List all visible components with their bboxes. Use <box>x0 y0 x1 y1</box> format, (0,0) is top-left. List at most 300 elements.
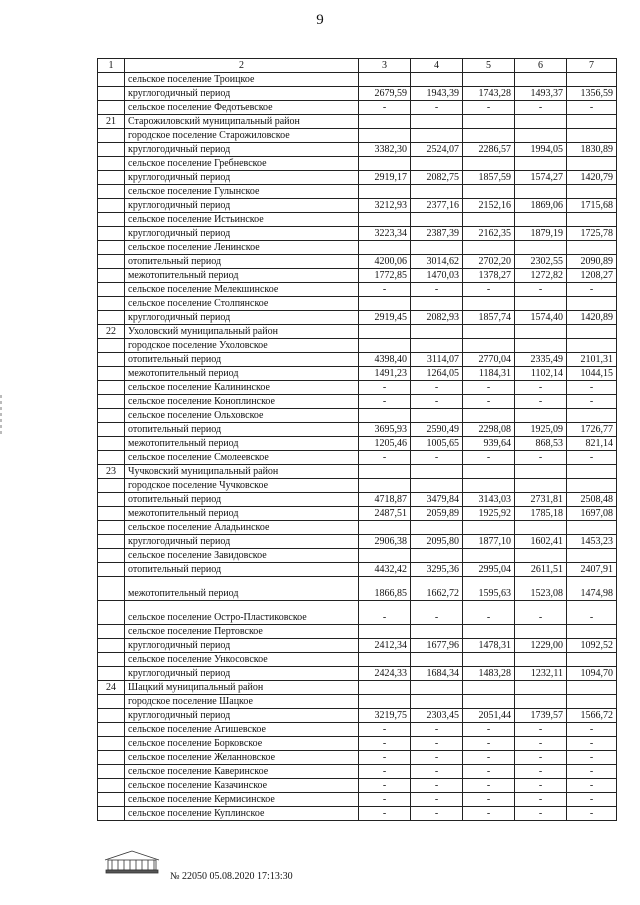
value-cell: 1879,19 <box>515 227 567 241</box>
value-cell: 2995,04 <box>463 563 515 577</box>
row-number <box>98 577 125 601</box>
value-cell: - <box>567 737 617 751</box>
value-cell <box>411 241 463 255</box>
row-number <box>98 129 125 143</box>
column-header: 5 <box>463 59 515 73</box>
value-cell: 1684,34 <box>411 667 463 681</box>
value-cell: 2487,51 <box>359 507 411 521</box>
value-cell: 1491,23 <box>359 367 411 381</box>
table-row <box>98 143 617 157</box>
row-number <box>98 395 125 409</box>
value-cell: - <box>463 601 515 625</box>
value-cell: 2770,04 <box>463 353 515 367</box>
value-cell: 1866,85 <box>359 577 411 601</box>
value-cell: 1264,05 <box>411 367 463 381</box>
row-number <box>98 723 125 737</box>
row-number <box>98 479 125 493</box>
value-cell <box>463 325 515 339</box>
value-cell: 3295,36 <box>411 563 463 577</box>
document-registration-number: № 22050 05.08.2020 17:13:30 <box>170 871 293 882</box>
value-cell <box>515 409 567 423</box>
table-row <box>98 241 617 255</box>
value-cell: 821,14 <box>567 437 617 451</box>
value-cell: 3014,62 <box>411 255 463 269</box>
value-cell <box>411 213 463 227</box>
value-cell: 1877,10 <box>463 535 515 549</box>
value-cell: 1595,63 <box>463 577 515 601</box>
value-cell: 1830,89 <box>567 143 617 157</box>
value-cell <box>411 325 463 339</box>
value-cell <box>567 465 617 479</box>
value-cell <box>359 465 411 479</box>
value-cell: 1493,37 <box>515 87 567 101</box>
value-cell <box>463 653 515 667</box>
row-number <box>98 255 125 269</box>
value-cell <box>463 157 515 171</box>
value-cell: - <box>567 779 617 793</box>
value-cell: 868,53 <box>515 437 567 451</box>
value-cell: - <box>515 283 567 297</box>
value-cell: - <box>359 381 411 395</box>
row-label: круглогодичный период <box>125 311 359 325</box>
row-label: городское поселение Чучковское <box>125 479 359 493</box>
value-cell: - <box>567 601 617 625</box>
table-row <box>98 639 617 653</box>
row-label: межотопительный период <box>125 269 359 283</box>
value-cell: 1574,40 <box>515 311 567 325</box>
value-cell <box>359 521 411 535</box>
value-cell: - <box>463 723 515 737</box>
value-cell <box>411 73 463 87</box>
value-cell: 939,64 <box>463 437 515 451</box>
table-row <box>98 339 617 353</box>
table-row <box>98 297 617 311</box>
value-cell <box>567 129 617 143</box>
value-cell <box>411 549 463 563</box>
row-label: сельское поселение Истьинское <box>125 213 359 227</box>
table-row <box>98 479 617 493</box>
value-cell: 2679,59 <box>359 87 411 101</box>
row-number <box>98 639 125 653</box>
value-cell <box>567 625 617 639</box>
row-label: сельское поселение Мелекшинское <box>125 283 359 297</box>
value-cell: 2508,48 <box>567 493 617 507</box>
row-label: Ухоловский муниципальный район <box>125 325 359 339</box>
value-cell <box>411 297 463 311</box>
value-cell: - <box>411 395 463 409</box>
value-cell: 2919,17 <box>359 171 411 185</box>
table-row <box>98 409 617 423</box>
value-cell <box>515 695 567 709</box>
value-cell: 2082,93 <box>411 311 463 325</box>
value-cell: - <box>359 283 411 297</box>
row-number <box>98 297 125 311</box>
value-cell <box>411 409 463 423</box>
row-label: сельское поселение Ленинское <box>125 241 359 255</box>
row-label: сельское поселение Агишевское <box>125 723 359 737</box>
value-cell: 1356,59 <box>567 87 617 101</box>
value-cell <box>567 695 617 709</box>
table-row <box>98 269 617 283</box>
value-cell: 1574,27 <box>515 171 567 185</box>
value-cell <box>567 653 617 667</box>
table-row <box>98 213 617 227</box>
column-header: 1 <box>98 59 125 73</box>
row-number <box>98 283 125 297</box>
value-cell: - <box>359 601 411 625</box>
column-header: 7 <box>567 59 617 73</box>
value-cell <box>515 129 567 143</box>
value-cell: 1272,82 <box>515 269 567 283</box>
value-cell: 2412,34 <box>359 639 411 653</box>
value-cell <box>359 681 411 695</box>
table-row <box>98 395 617 409</box>
scan-edge-mark <box>0 395 3 435</box>
column-header: 6 <box>515 59 567 73</box>
value-cell <box>411 115 463 129</box>
value-cell <box>359 325 411 339</box>
value-cell: - <box>411 283 463 297</box>
row-label: круглогодичный период <box>125 143 359 157</box>
value-cell <box>567 479 617 493</box>
value-cell: 1785,18 <box>515 507 567 521</box>
row-label: круглогодичный период <box>125 171 359 185</box>
value-cell: 2095,80 <box>411 535 463 549</box>
value-cell: - <box>515 779 567 793</box>
value-cell <box>411 625 463 639</box>
value-cell: - <box>515 765 567 779</box>
value-cell <box>359 73 411 87</box>
row-number <box>98 199 125 213</box>
table-row <box>98 625 617 639</box>
row-number <box>98 311 125 325</box>
value-cell: 1715,68 <box>567 199 617 213</box>
value-cell: - <box>515 451 567 465</box>
value-cell <box>463 115 515 129</box>
document-stamp-icon <box>102 848 162 874</box>
table-row <box>98 653 617 667</box>
value-cell <box>359 185 411 199</box>
value-cell: 1208,27 <box>567 269 617 283</box>
value-cell <box>515 213 567 227</box>
value-cell <box>359 653 411 667</box>
value-cell: 1205,46 <box>359 437 411 451</box>
value-cell <box>515 521 567 535</box>
value-cell <box>359 115 411 129</box>
row-label: круглогодичный период <box>125 667 359 681</box>
column-header: 3 <box>359 59 411 73</box>
value-cell: - <box>463 807 515 821</box>
row-number <box>98 779 125 793</box>
value-cell: 2590,49 <box>411 423 463 437</box>
row-label: сельское поселение Аладьинское <box>125 521 359 535</box>
table-row <box>98 87 617 101</box>
table-row <box>98 255 617 269</box>
value-cell: 2424,33 <box>359 667 411 681</box>
row-number: 24 <box>98 681 125 695</box>
row-number <box>98 601 125 625</box>
value-cell <box>411 479 463 493</box>
row-number <box>98 709 125 723</box>
value-cell: 1602,41 <box>515 535 567 549</box>
value-cell: - <box>359 723 411 737</box>
value-cell: 1857,74 <box>463 311 515 325</box>
value-cell: - <box>515 793 567 807</box>
value-cell <box>359 625 411 639</box>
value-cell: 1229,00 <box>515 639 567 653</box>
value-cell: - <box>411 793 463 807</box>
value-cell <box>463 297 515 311</box>
value-cell <box>515 185 567 199</box>
value-cell: - <box>463 283 515 297</box>
row-number <box>98 339 125 353</box>
table-row <box>98 709 617 723</box>
value-cell: 2919,45 <box>359 311 411 325</box>
value-cell: 1725,78 <box>567 227 617 241</box>
value-cell <box>463 185 515 199</box>
table-row <box>98 185 617 199</box>
value-cell <box>463 695 515 709</box>
value-cell: 1420,79 <box>567 171 617 185</box>
row-number <box>98 143 125 157</box>
row-number <box>98 381 125 395</box>
row-label: сельское поселение Федотьевское <box>125 101 359 115</box>
value-cell: 1925,09 <box>515 423 567 437</box>
value-cell: 1474,98 <box>567 577 617 601</box>
table-row <box>98 423 617 437</box>
row-label: Шацкий муниципальный район <box>125 681 359 695</box>
value-cell: - <box>359 737 411 751</box>
row-number <box>98 653 125 667</box>
table-row <box>98 451 617 465</box>
row-number <box>98 493 125 507</box>
table-row <box>98 129 617 143</box>
value-cell <box>567 681 617 695</box>
value-cell <box>515 241 567 255</box>
value-cell <box>567 115 617 129</box>
table-row <box>98 227 617 241</box>
row-label: сельское поселение Казачинское <box>125 779 359 793</box>
value-cell <box>515 479 567 493</box>
row-number <box>98 521 125 535</box>
row-number <box>98 793 125 807</box>
row-number <box>98 695 125 709</box>
value-cell <box>515 157 567 171</box>
row-label: сельское поселение Завидовское <box>125 549 359 563</box>
value-cell: - <box>515 101 567 115</box>
value-cell <box>359 129 411 143</box>
table-row <box>98 695 617 709</box>
row-label: круглогодичный период <box>125 535 359 549</box>
value-cell <box>567 409 617 423</box>
value-cell <box>463 213 515 227</box>
row-label: городское поселение Ухоловское <box>125 339 359 353</box>
value-cell: 4718,87 <box>359 493 411 507</box>
table-row <box>98 283 617 297</box>
row-label: сельское поселение Желанновское <box>125 751 359 765</box>
value-cell: - <box>411 765 463 779</box>
value-cell: - <box>567 381 617 395</box>
row-label: городское поселение Шацкое <box>125 695 359 709</box>
row-label: сельское поселение Ункосовское <box>125 653 359 667</box>
row-label: круглогодичный период <box>125 639 359 653</box>
value-cell: 1677,96 <box>411 639 463 653</box>
row-number <box>98 737 125 751</box>
row-label: межотопительный период <box>125 437 359 451</box>
value-cell: - <box>411 779 463 793</box>
row-label: городское поселение Старожиловское <box>125 129 359 143</box>
value-cell <box>359 479 411 493</box>
row-label: сельское поселение Борковское <box>125 737 359 751</box>
table-row <box>98 507 617 521</box>
table-row <box>98 115 617 129</box>
value-cell <box>463 521 515 535</box>
value-cell: 4398,40 <box>359 353 411 367</box>
value-cell: 2906,38 <box>359 535 411 549</box>
value-cell: 3219,75 <box>359 709 411 723</box>
value-cell: - <box>463 451 515 465</box>
value-cell: 1943,39 <box>411 87 463 101</box>
value-cell: 1772,85 <box>359 269 411 283</box>
value-cell: - <box>515 751 567 765</box>
table-row <box>98 601 617 625</box>
value-cell: - <box>515 381 567 395</box>
value-cell: - <box>515 601 567 625</box>
value-cell <box>567 297 617 311</box>
value-cell: - <box>567 283 617 297</box>
value-cell: 1478,31 <box>463 639 515 653</box>
row-label: круглогодичный период <box>125 709 359 723</box>
row-label: сельское поселение Каверинское <box>125 765 359 779</box>
value-cell <box>359 157 411 171</box>
value-cell: 1726,77 <box>567 423 617 437</box>
value-cell: 1470,03 <box>411 269 463 283</box>
value-cell: - <box>359 101 411 115</box>
row-label: отопительный период <box>125 353 359 367</box>
value-cell <box>359 213 411 227</box>
value-cell: 2152,16 <box>463 199 515 213</box>
row-number <box>98 367 125 381</box>
value-cell <box>463 465 515 479</box>
table-row <box>98 353 617 367</box>
row-label: сельское поселение Смолеевское <box>125 451 359 465</box>
row-number <box>98 269 125 283</box>
value-cell <box>359 241 411 255</box>
row-number <box>98 171 125 185</box>
value-cell <box>515 625 567 639</box>
value-cell: 3212,93 <box>359 199 411 213</box>
value-cell <box>567 73 617 87</box>
value-cell: 1094,70 <box>567 667 617 681</box>
table-row <box>98 807 617 821</box>
value-cell <box>567 339 617 353</box>
row-label: сельское поселение Гребневское <box>125 157 359 171</box>
value-cell: - <box>463 737 515 751</box>
value-cell <box>515 73 567 87</box>
value-cell: 2335,49 <box>515 353 567 367</box>
row-number <box>98 563 125 577</box>
table-row <box>98 381 617 395</box>
value-cell <box>567 241 617 255</box>
table-row <box>98 535 617 549</box>
value-cell <box>463 409 515 423</box>
value-cell: - <box>463 751 515 765</box>
value-cell: - <box>567 765 617 779</box>
value-cell: 1420,89 <box>567 311 617 325</box>
row-number <box>98 423 125 437</box>
value-cell: - <box>359 751 411 765</box>
value-cell: 3143,03 <box>463 493 515 507</box>
value-cell: 2051,44 <box>463 709 515 723</box>
value-cell: - <box>411 737 463 751</box>
value-cell: - <box>411 381 463 395</box>
value-cell: 2611,51 <box>515 563 567 577</box>
table-row <box>98 367 617 381</box>
value-cell <box>463 339 515 353</box>
value-cell: 2377,16 <box>411 199 463 213</box>
value-cell <box>567 549 617 563</box>
row-number <box>98 535 125 549</box>
value-cell: 1566,72 <box>567 709 617 723</box>
row-number: 21 <box>98 115 125 129</box>
table-row <box>98 493 617 507</box>
value-cell <box>359 409 411 423</box>
row-number <box>98 87 125 101</box>
value-cell <box>567 185 617 199</box>
value-cell: 2702,20 <box>463 255 515 269</box>
value-cell: 2162,35 <box>463 227 515 241</box>
value-cell <box>463 479 515 493</box>
value-cell: - <box>463 779 515 793</box>
value-cell: - <box>411 723 463 737</box>
row-label: отопительный период <box>125 423 359 437</box>
table-row <box>98 563 617 577</box>
value-cell: 1378,27 <box>463 269 515 283</box>
value-cell: - <box>515 723 567 737</box>
value-cell: - <box>567 451 617 465</box>
value-cell: - <box>359 395 411 409</box>
table-row <box>98 325 617 339</box>
row-number <box>98 751 125 765</box>
value-cell: - <box>359 793 411 807</box>
value-cell: 2303,45 <box>411 709 463 723</box>
table-row <box>98 779 617 793</box>
table-row <box>98 311 617 325</box>
row-number <box>98 241 125 255</box>
row-label: круглогодичный период <box>125 87 359 101</box>
value-cell <box>411 185 463 199</box>
column-header: 4 <box>411 59 463 73</box>
table-row <box>98 73 617 87</box>
table-row <box>98 171 617 185</box>
value-cell: - <box>463 765 515 779</box>
table-row <box>98 737 617 751</box>
value-cell: 2407,91 <box>567 563 617 577</box>
value-cell: 1523,08 <box>515 577 567 601</box>
value-cell <box>567 521 617 535</box>
value-cell: 2298,08 <box>463 423 515 437</box>
value-cell: 2524,07 <box>411 143 463 157</box>
value-cell: 3479,84 <box>411 493 463 507</box>
value-cell: - <box>463 793 515 807</box>
value-cell: - <box>567 723 617 737</box>
value-cell <box>463 681 515 695</box>
value-cell: 1453,23 <box>567 535 617 549</box>
value-cell: 1994,05 <box>515 143 567 157</box>
row-label: сельское поселение Коноплинское <box>125 395 359 409</box>
value-cell: 1184,31 <box>463 367 515 381</box>
value-cell: 1662,72 <box>411 577 463 601</box>
